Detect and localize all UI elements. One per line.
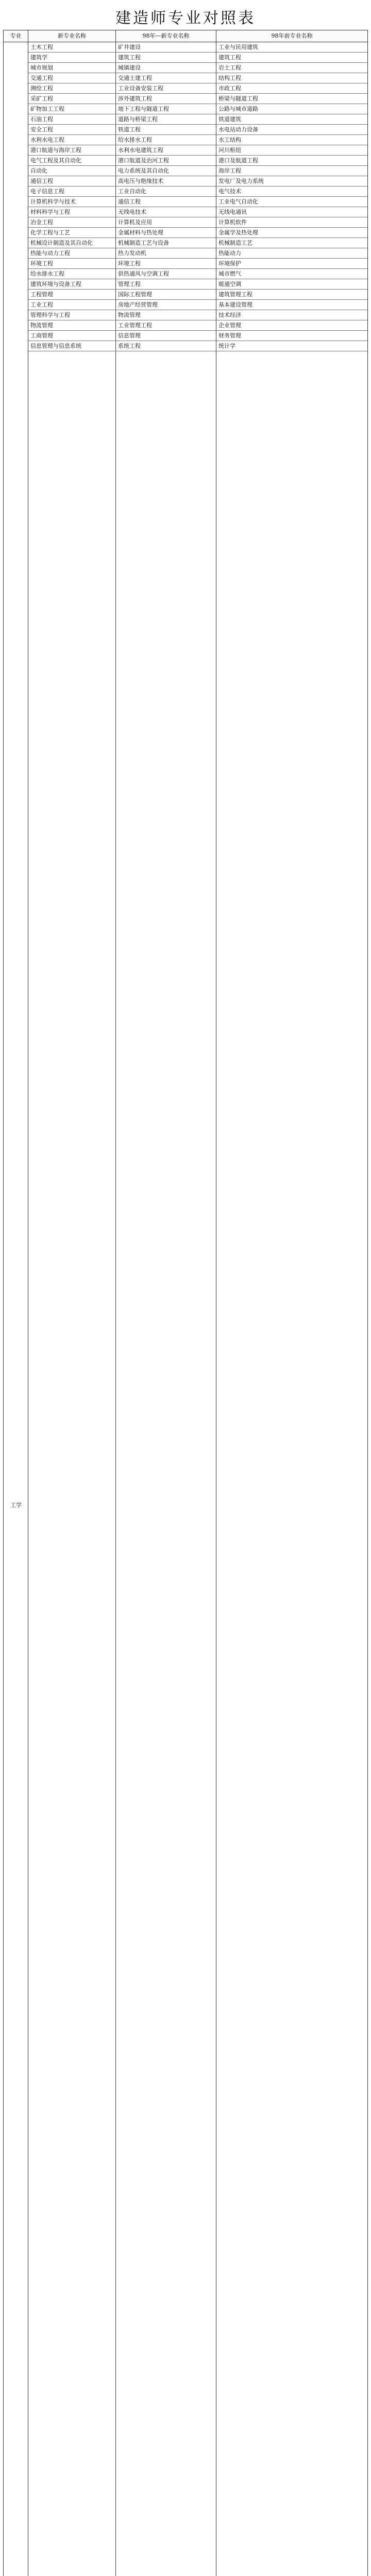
table-cell: 水利水电工程 [28,135,116,145]
table-cell: 测绘工程 [28,83,116,94]
old-major-1-column [116,42,216,351]
header-old-major-2: 98年前专业名称 [271,32,313,39]
page-title: 建造师专业对照表 [115,9,256,27]
table-cell: 建筑工程 [216,53,367,63]
table-cell: 化学工程与工艺 [28,228,116,238]
table-cell: 给水排水工程 [116,135,216,145]
table-cell: 计算机科学与技术 [28,197,116,207]
table-cell: 自动化 [28,166,116,176]
table-cell: 铁道建筑 [216,114,367,125]
table-body [4,42,367,2576]
table-cell: 工商管理 [28,331,116,341]
table-cell: 基本建设管理 [216,300,367,310]
table-cell: 国际工程管理 [116,290,216,300]
table-cell: 高电压与绝缘技术 [116,176,216,187]
table-cell: 矿物加工工程 [28,104,116,114]
table-cell: 计算机软件 [216,217,367,228]
table-cell: 城市规划 [28,63,116,73]
table-cell: 电气工程及其自动化 [28,156,116,166]
table-cell: 计算机及应用 [116,217,216,228]
table-cell: 金属材料与热处理 [116,228,216,238]
table-cell: 结构工程 [216,73,367,83]
table-cell: 建筑环境与设备工程 [28,279,116,290]
table-cell: 热能与动力工程 [28,248,116,259]
table-cell: 机械设计制造及其自动化 [28,238,116,248]
table-cell: 地下工程与隧道工程 [116,104,216,114]
table-cell: 港口及航道工程 [216,156,367,166]
table-cell: 建筑管理工程 [216,290,367,300]
table-cell: 城市燃气 [216,269,367,279]
table-cell: 铁道工程 [116,125,216,135]
table-cell: 涉外建筑工程 [116,94,216,104]
table-cell: 财务管理 [216,331,367,341]
table-cell: 环境工程 [28,259,116,269]
table-cell: 技术经济 [216,310,367,320]
table-cell: 公路与城市道路 [216,104,367,114]
table-cell: 无线电通讯 [216,207,367,217]
table-cell: 水工结构 [216,135,367,145]
table-cell: 采矿工程 [28,94,116,104]
header-new-major: 新专业名称 [28,30,116,42]
table-cell: 港口航道及治河工程 [116,156,216,166]
table-cell: 工业自动化 [116,187,216,197]
table-cell: 交通工程 [28,73,116,83]
table-cell: 工业管理工程 [116,320,216,331]
group-label-engineering: 工学 [4,42,28,2576]
table-cell: 工业电气自动化 [216,197,367,207]
table-cell: 给水排水工程 [28,269,116,279]
table-cell: 工业设备安装工程 [116,83,216,94]
table-cell: 建筑工程 [116,53,216,63]
table-cell: 石油工程 [28,114,116,125]
table-cell: 港口航道与海岸工程 [28,145,116,156]
table-cell: 建筑学 [28,53,116,63]
table-cell: 市政工程 [216,83,367,94]
table-cell: 统计学 [216,341,367,351]
column-divider [115,42,116,2576]
table-cell: 河川枢纽 [216,145,367,156]
table-cell: 工程管理 [28,290,116,300]
table-cell: 电气技术 [216,187,367,197]
table-cell: 工业工程 [28,300,116,310]
table-cell: 房地产经营管理 [116,300,216,310]
table-cell: 发电厂及电力系统 [216,176,367,187]
table-cell: 岩土工程 [216,63,367,73]
table-cell: 无线电技术 [116,207,216,217]
table-cell: 交通土建工程 [116,73,216,83]
table-cell: 海岸工程 [216,166,367,176]
table-cell: 材料科学与工程 [28,207,116,217]
table-cell: 道路与桥梁工程 [116,114,216,125]
table-cell: 机械制造工艺 [216,238,367,248]
table-cell: 热力发动机 [116,248,216,259]
table-cell: 工业与民用建筑 [216,42,367,53]
table-cell: 机械制造工艺与设备 [116,238,216,248]
table-cell: 暖通空调 [216,279,367,290]
table-cell: 土木工程 [28,42,116,53]
table-cell: 热能动力 [216,248,367,259]
table-cell: 电子信息工程 [28,187,116,197]
table-cell: 信息管理 [116,331,216,341]
table-cell: 供热通风与空调工程 [116,269,216,279]
table-header [4,30,367,42]
table-cell: 桥梁与隧道工程 [216,94,367,104]
table-cell: 金属学及热处理 [216,228,367,238]
table-cell: 管理工程 [116,279,216,290]
table-cell: 通信工程 [116,197,216,207]
table-cell: 水电站动力设备 [216,125,367,135]
table-cell: 通信工程 [28,176,116,187]
header-old-major-1: 98年—新专业名称 [116,30,216,42]
table-cell: 水利水电建筑工程 [116,145,216,156]
table-cell: 系统工程 [116,341,216,351]
table-cell: 环境保护 [216,259,367,269]
table-cell: 物流管理 [28,320,116,331]
table-cell: 物流管理 [116,310,216,320]
table-cell: 环境工程 [116,259,216,269]
new-major-column [28,42,116,351]
major-comparison-table [3,30,368,2576]
table-cell: 电力系统及其自动化 [116,166,216,176]
table-cell: 信息管理与信息系统 [28,341,116,351]
old-major-2-column [216,42,367,351]
table-cell: 安全工程 [28,125,116,135]
table-cell: 城镇建设 [116,63,216,73]
table-cell: 管理科学与工程 [28,310,116,320]
header-category: 专业 [4,30,28,42]
table-cell: 冶金工程 [28,217,116,228]
table-cell: 企业管理 [216,320,367,331]
table-cell: 矿井建设 [116,42,216,53]
